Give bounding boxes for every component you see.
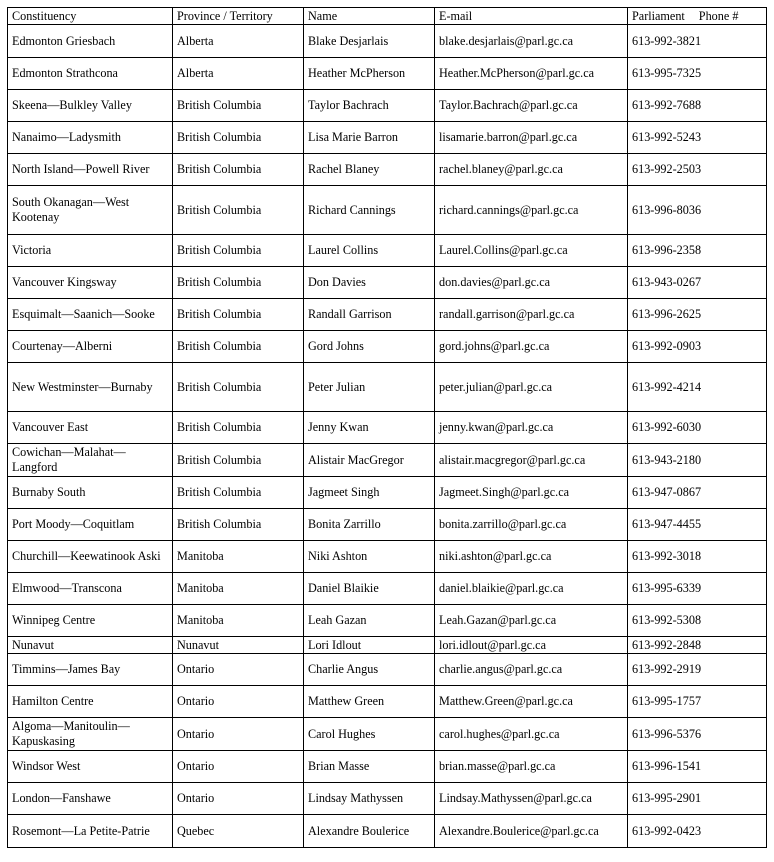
table-row xyxy=(8,686,767,718)
cell-phone: 613-992-0423 xyxy=(628,815,767,848)
header-province: Province / Territory xyxy=(173,8,304,25)
table-row xyxy=(8,25,767,58)
cell-name: Alexandre Boulerice xyxy=(304,815,435,848)
table-row xyxy=(8,718,767,751)
cell-constituency: London—Fanshawe xyxy=(8,783,173,815)
table-row xyxy=(8,477,767,509)
table-row xyxy=(8,186,767,235)
cell-constituency: Windsor West xyxy=(8,751,173,783)
table-row xyxy=(8,444,767,477)
cell-name: Richard Cannings xyxy=(304,186,435,235)
cell-phone: 613-992-2919 xyxy=(628,654,767,686)
cell-constituency: Rosemont—La Petite-Patrie xyxy=(8,815,173,848)
cell-constituency: Victoria xyxy=(8,235,173,267)
cell-phone: 613-995-1757 xyxy=(628,686,767,718)
cell-email: Jagmeet.Singh@parl.gc.ca xyxy=(435,477,628,509)
cell-province: Manitoba xyxy=(173,605,304,637)
cell-email: charlie.angus@parl.gc.ca xyxy=(435,654,628,686)
cell-province: British Columbia xyxy=(173,186,304,235)
cell-email: Alexandre.Boulerice@parl.gc.ca xyxy=(435,815,628,848)
cell-name: Jenny Kwan xyxy=(304,412,435,444)
cell-phone: 613-992-3821 xyxy=(628,25,767,58)
table-row xyxy=(8,637,767,654)
cell-province: British Columbia xyxy=(173,122,304,154)
cell-phone: 613-992-5243 xyxy=(628,122,767,154)
header-name: Name xyxy=(304,8,435,25)
cell-constituency: North Island—Powell River xyxy=(8,154,173,186)
header-phone-part1: Parliament xyxy=(632,8,685,23)
cell-email: richard.cannings@parl.gc.ca xyxy=(435,186,628,235)
cell-name: Daniel Blaikie xyxy=(304,573,435,605)
cell-email: Laurel.Collins@parl.gc.ca xyxy=(435,235,628,267)
cell-email: rachel.blaney@parl.gc.ca xyxy=(435,154,628,186)
table-row xyxy=(8,605,767,637)
cell-phone: 613-996-1541 xyxy=(628,751,767,783)
cell-province: Alberta xyxy=(173,58,304,90)
cell-email: brian.masse@parl.gc.ca xyxy=(435,751,628,783)
cell-phone: 613-947-0867 xyxy=(628,477,767,509)
cell-constituency: Vancouver East xyxy=(8,412,173,444)
cell-phone: 613-992-0903 xyxy=(628,331,767,363)
cell-province: British Columbia xyxy=(173,412,304,444)
cell-constituency: Skeena—Bulkley Valley xyxy=(8,90,173,122)
cell-phone: 613-996-2625 xyxy=(628,299,767,331)
cell-constituency: Churchill—Keewatinook Aski xyxy=(8,541,173,573)
cell-province: Manitoba xyxy=(173,541,304,573)
mp-contact-table-wrapper xyxy=(7,7,767,848)
cell-email: bonita.zarrillo@parl.gc.ca xyxy=(435,509,628,541)
cell-constituency: Elmwood—Transcona xyxy=(8,573,173,605)
cell-email: jenny.kwan@parl.gc.ca xyxy=(435,412,628,444)
cell-constituency: Nanaimo—Ladysmith xyxy=(8,122,173,154)
cell-phone: 613-996-8036 xyxy=(628,186,767,235)
cell-email: Lindsay.Mathyssen@parl.gc.ca xyxy=(435,783,628,815)
table-row xyxy=(8,363,767,412)
mp-contact-table xyxy=(7,7,767,848)
cell-province: Manitoba xyxy=(173,573,304,605)
cell-name: Lisa Marie Barron xyxy=(304,122,435,154)
cell-name: Rachel Blaney xyxy=(304,154,435,186)
table-row xyxy=(8,751,767,783)
cell-email: peter.julian@parl.gc.ca xyxy=(435,363,628,412)
table-row xyxy=(8,299,767,331)
cell-province: Ontario xyxy=(173,718,304,751)
cell-email: lisamarie.barron@parl.gc.ca xyxy=(435,122,628,154)
cell-constituency: Vancouver Kingsway xyxy=(8,267,173,299)
cell-province: British Columbia xyxy=(173,267,304,299)
cell-email: blake.desjarlais@parl.gc.ca xyxy=(435,25,628,58)
cell-constituency: Winnipeg Centre xyxy=(8,605,173,637)
cell-phone: 613-992-3018 xyxy=(628,541,767,573)
cell-province: British Columbia xyxy=(173,235,304,267)
cell-constituency: New Westminster—Burnaby xyxy=(8,363,173,412)
cell-province: British Columbia xyxy=(173,444,304,477)
cell-province: British Columbia xyxy=(173,331,304,363)
cell-constituency: Algoma—Manitoulin—Kapuskasing xyxy=(8,718,173,751)
cell-province: British Columbia xyxy=(173,363,304,412)
cell-name: Jagmeet Singh xyxy=(304,477,435,509)
cell-name: Brian Masse xyxy=(304,751,435,783)
cell-name: Peter Julian xyxy=(304,363,435,412)
cell-email: don.davies@parl.gc.ca xyxy=(435,267,628,299)
cell-name: Laurel Collins xyxy=(304,235,435,267)
table-row xyxy=(8,573,767,605)
cell-phone: 613-995-2901 xyxy=(628,783,767,815)
cell-name: Taylor Bachrach xyxy=(304,90,435,122)
cell-phone: 613-943-2180 xyxy=(628,444,767,477)
cell-constituency: Esquimalt—Saanich—Sooke xyxy=(8,299,173,331)
cell-email: Heather.McPherson@parl.gc.ca xyxy=(435,58,628,90)
cell-constituency: Timmins—James Bay xyxy=(8,654,173,686)
cell-name: Don Davies xyxy=(304,267,435,299)
cell-email: Matthew.Green@parl.gc.ca xyxy=(435,686,628,718)
table-row xyxy=(8,509,767,541)
cell-email: Taylor.Bachrach@parl.gc.ca xyxy=(435,90,628,122)
cell-name: Matthew Green xyxy=(304,686,435,718)
cell-constituency: South Okanagan—West Kootenay xyxy=(8,186,173,235)
cell-constituency: Burnaby South xyxy=(8,477,173,509)
cell-email: lori.idlout@parl.gc.ca xyxy=(435,637,628,654)
header-phone-part2: Phone # xyxy=(698,8,739,23)
cell-province: British Columbia xyxy=(173,477,304,509)
cell-phone: 613-992-4214 xyxy=(628,363,767,412)
cell-constituency: Cowichan—Malahat—Langford xyxy=(8,444,173,477)
cell-phone: 613-943-0267 xyxy=(628,267,767,299)
table-row xyxy=(8,331,767,363)
table-header-row xyxy=(8,8,767,25)
cell-name: Leah Gazan xyxy=(304,605,435,637)
cell-phone: 613-995-7325 xyxy=(628,58,767,90)
cell-phone: 613-992-2503 xyxy=(628,154,767,186)
cell-email: niki.ashton@parl.gc.ca xyxy=(435,541,628,573)
cell-phone: 613-992-6030 xyxy=(628,412,767,444)
cell-name: Bonita Zarrillo xyxy=(304,509,435,541)
table-row xyxy=(8,783,767,815)
cell-phone: 613-992-7688 xyxy=(628,90,767,122)
cell-name: Carol Hughes xyxy=(304,718,435,751)
cell-phone: 613-996-2358 xyxy=(628,235,767,267)
table-row xyxy=(8,267,767,299)
header-constituency: Constituency xyxy=(8,8,173,25)
cell-constituency: Courtenay—Alberni xyxy=(8,331,173,363)
table-row xyxy=(8,541,767,573)
cell-phone: 613-992-2848 xyxy=(628,637,767,654)
cell-constituency: Edmonton Strathcona xyxy=(8,58,173,90)
cell-name: Charlie Angus xyxy=(304,654,435,686)
cell-province: Ontario xyxy=(173,654,304,686)
cell-name: Niki Ashton xyxy=(304,541,435,573)
header-email: E-mail xyxy=(435,8,628,25)
cell-email: randall.garrison@parl.gc.ca xyxy=(435,299,628,331)
cell-province: Alberta xyxy=(173,25,304,58)
cell-name: Lindsay Mathyssen xyxy=(304,783,435,815)
cell-phone: 613-947-4455 xyxy=(628,509,767,541)
cell-province: British Columbia xyxy=(173,154,304,186)
table-row xyxy=(8,654,767,686)
cell-name: Alistair MacGregor xyxy=(304,444,435,477)
cell-email: gord.johns@parl.gc.ca xyxy=(435,331,628,363)
header-phone xyxy=(628,8,767,25)
cell-province: Ontario xyxy=(173,751,304,783)
cell-province: Ontario xyxy=(173,686,304,718)
table-row xyxy=(8,154,767,186)
cell-constituency: Edmonton Griesbach xyxy=(8,25,173,58)
cell-phone: 613-996-5376 xyxy=(628,718,767,751)
table-row xyxy=(8,815,767,848)
cell-constituency: Nunavut xyxy=(8,637,173,654)
table-row xyxy=(8,235,767,267)
cell-name: Gord Johns xyxy=(304,331,435,363)
cell-phone: 613-995-6339 xyxy=(628,573,767,605)
cell-email: daniel.blaikie@parl.gc.ca xyxy=(435,573,628,605)
cell-province: British Columbia xyxy=(173,509,304,541)
cell-email: alistair.macgregor@parl.gc.ca xyxy=(435,444,628,477)
cell-province: Quebec xyxy=(173,815,304,848)
cell-province: British Columbia xyxy=(173,299,304,331)
cell-province: Ontario xyxy=(173,783,304,815)
cell-province: Nunavut xyxy=(173,637,304,654)
cell-phone: 613-992-5308 xyxy=(628,605,767,637)
cell-email: Leah.Gazan@parl.gc.ca xyxy=(435,605,628,637)
table-body xyxy=(8,25,767,848)
cell-name: Heather McPherson xyxy=(304,58,435,90)
cell-name: Lori Idlout xyxy=(304,637,435,654)
cell-constituency: Port Moody—Coquitlam xyxy=(8,509,173,541)
table-row xyxy=(8,58,767,90)
table-row xyxy=(8,412,767,444)
table-row xyxy=(8,122,767,154)
table-row xyxy=(8,90,767,122)
cell-constituency: Hamilton Centre xyxy=(8,686,173,718)
cell-name: Randall Garrison xyxy=(304,299,435,331)
cell-email: carol.hughes@parl.gc.ca xyxy=(435,718,628,751)
cell-name: Blake Desjarlais xyxy=(304,25,435,58)
cell-province: British Columbia xyxy=(173,90,304,122)
